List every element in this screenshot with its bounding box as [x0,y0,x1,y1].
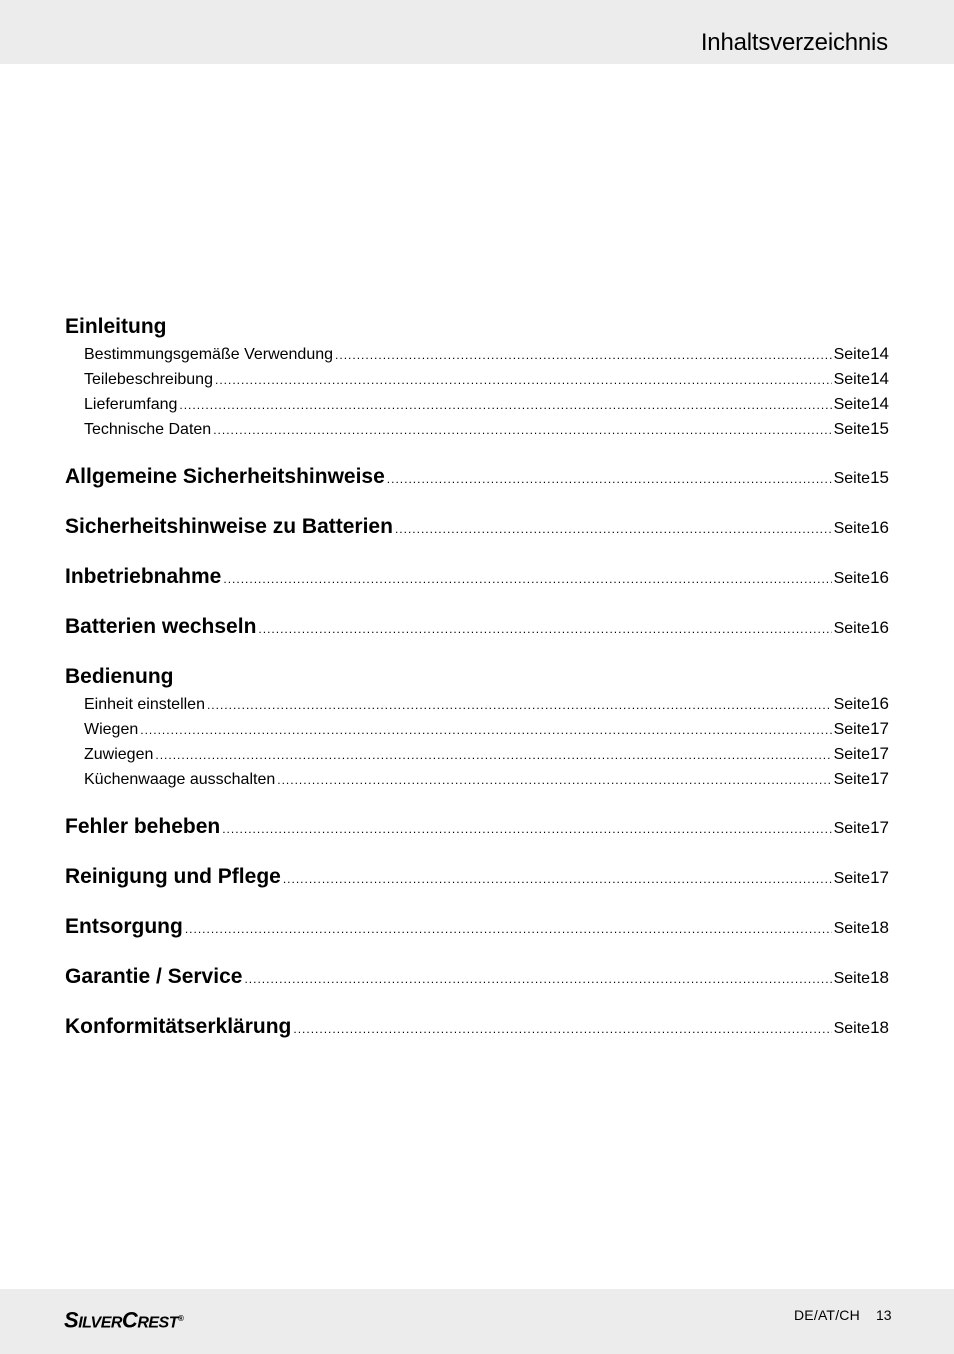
page-word: Seite [833,620,871,637]
toc-entry[interactable] [65,366,889,391]
toc-entry-label: Technische Daten [84,421,212,438]
toc-entry-label: Lieferumfang [84,396,178,413]
toc-main-entry[interactable] [65,863,889,891]
dot-leader [223,565,831,591]
toc-section-title: Bedienung [65,665,174,688]
page-number: 16 [870,694,889,713]
toc-entry-label: Bestimmungsgemäße Verwendung [84,346,334,363]
toc-section-einleitung [65,313,889,441]
dot-leader [140,718,831,741]
page-number: 18 [870,1018,889,1037]
page-number: 17 [870,868,889,887]
page-word: Seite [833,920,871,937]
dot-leader [179,393,831,416]
toc-entry-label: Einheit einstellen [84,696,205,713]
page-word: Seite [833,746,871,763]
toc-entry-label: Entsorgung [65,915,183,938]
dot-leader [335,343,832,366]
page-word: Seite [833,570,871,587]
page-number: 17 [870,719,889,738]
page-word: Seite [833,520,871,537]
page-number: 16 [870,568,889,587]
page-word: Seite [833,771,871,788]
dot-leader [395,515,832,541]
header-bar [0,0,954,64]
page-number: 14 [870,344,889,363]
dot-leader [244,965,831,991]
page-word: Seite [833,1020,871,1037]
page-word: Seite [833,970,871,987]
table-of-contents [65,313,889,1041]
toc-entry-label: Konformitätserklärung [65,1015,292,1038]
dot-leader [213,418,831,441]
toc-main-entry[interactable] [65,613,889,641]
page-word: Seite [833,721,871,738]
toc-entry[interactable] [65,416,889,441]
page-word: Seite [833,470,871,487]
toc-entry[interactable] [65,391,889,416]
page-number: 17 [870,769,889,788]
dot-leader [283,865,832,891]
toc-main-entry[interactable] [65,563,889,591]
toc-entry[interactable] [65,341,889,366]
silvercrest-logo: SILVERCREST® [64,1307,184,1333]
page-word: Seite [833,371,871,388]
page-number: 14 [870,369,889,388]
toc-main-entry[interactable] [65,513,889,541]
toc-entry[interactable] [65,741,889,766]
toc-main-entry[interactable] [65,963,889,991]
toc-main-entry[interactable] [65,913,889,941]
toc-entry-label: Sicherheitshinweise zu Batterien [65,515,393,538]
dot-leader [207,693,832,716]
page-number: 16 [870,518,889,537]
page-word: Seite [833,421,871,438]
page-number: 17 [870,818,889,837]
toc-entry-label: Küchenwaage ausschalten [84,771,276,788]
toc-entry[interactable] [65,766,889,791]
page-number: 17 [870,744,889,763]
toc-entry-label: Zuwiegen [84,746,154,763]
page-title: Inhaltsverzeichnis [700,29,888,56]
page-number: 16 [870,618,889,637]
dot-leader [185,915,832,941]
toc-entry[interactable] [65,716,889,741]
page-word: Seite [833,820,871,837]
toc-entry-label: Fehler beheben [65,815,221,838]
dot-leader [387,465,832,491]
toc-entry-label: Teilebeschreibung [84,371,213,388]
page-word: Seite [833,396,871,413]
dot-leader [215,368,832,391]
page-word: Seite [833,346,871,363]
dot-leader [258,615,831,641]
toc-entry-label: Allgemeine Sicherheitshinweise [65,465,385,488]
toc-entry-label: Reinigung und Pflege [65,865,281,888]
dot-leader [222,815,831,841]
dot-leader [277,768,831,791]
page-word: Seite [833,870,871,887]
toc-main-entry[interactable] [65,463,889,491]
footer-page-number: 13 [876,1307,892,1323]
toc-section-bedienung [65,663,889,791]
dot-leader [155,743,831,766]
dot-leader [293,1015,831,1041]
page-number: 14 [870,394,889,413]
toc-entry-label: Batterien wechseln [65,615,257,638]
toc-main-entry[interactable] [65,813,889,841]
page-word: Seite [833,696,871,713]
page-number: 18 [870,918,889,937]
toc-entry-label: Inbetriebnahme [65,565,222,588]
toc-entry[interactable] [65,691,889,716]
toc-entry-label: Wiegen [84,721,139,738]
page-number: 18 [870,968,889,987]
page-number: 15 [870,468,889,487]
footer-language-codes: DE/AT/CH [794,1307,860,1323]
toc-section-title: Einleitung [65,315,167,338]
page-number: 15 [870,419,889,438]
toc-main-entry[interactable] [65,1013,889,1041]
toc-entry-label: Garantie / Service [65,965,243,988]
